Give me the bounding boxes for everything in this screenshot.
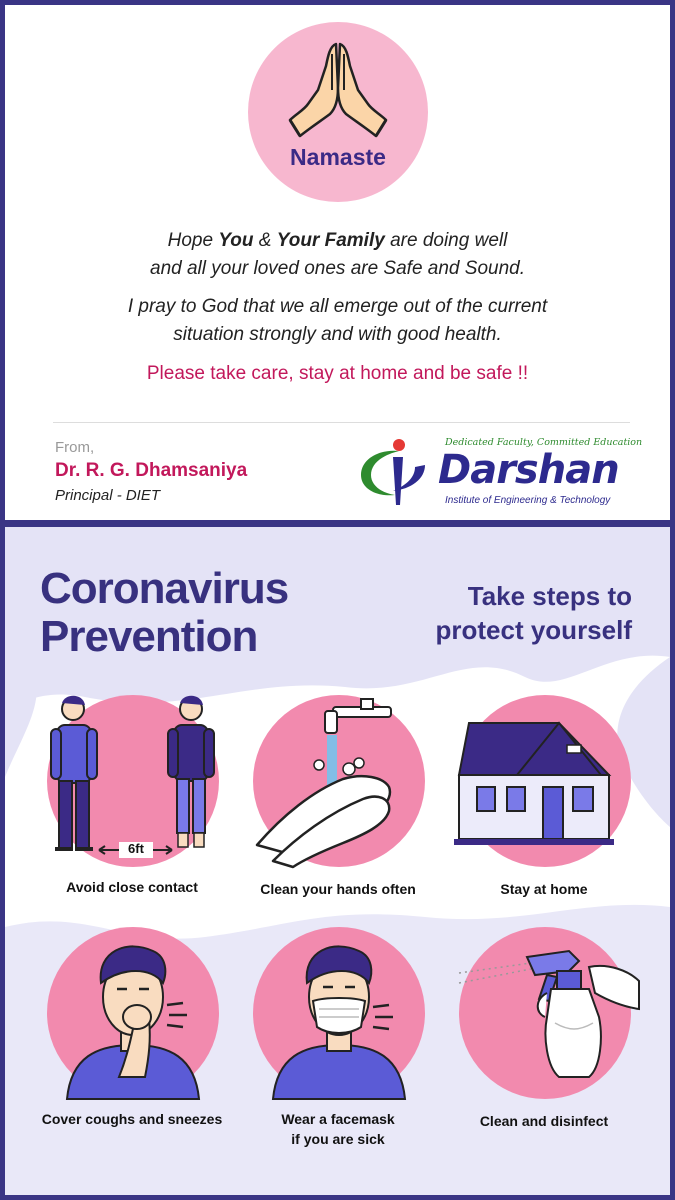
greeting-text: & bbox=[253, 230, 277, 251]
tip-label: Avoid close contact bbox=[66, 879, 198, 895]
greeting-line-2: and all your loved ones are Safe and Sound. bbox=[150, 258, 525, 279]
sender-name: Dr. R. G. Dhamsaniya bbox=[55, 460, 248, 481]
divider bbox=[53, 422, 630, 423]
namaste-badge bbox=[248, 22, 428, 202]
tip-label: Stay at home bbox=[500, 881, 588, 897]
namaste-label: Namaste bbox=[290, 144, 386, 170]
masked-person-icon bbox=[233, 927, 443, 1102]
greeting-line-1 bbox=[5, 227, 670, 255]
subtitle-line-2: protect yourself bbox=[435, 615, 632, 645]
prevention-title bbox=[40, 565, 288, 661]
tip-label bbox=[233, 1109, 443, 1149]
greeting-card bbox=[5, 5, 670, 520]
title-line-2: Prevention bbox=[40, 612, 258, 661]
namaste-hands-icon bbox=[286, 40, 390, 140]
darshan-emblem-icon bbox=[353, 435, 433, 510]
tip-label-line-1: Wear a facemask bbox=[281, 1111, 395, 1127]
prevention-subtitle bbox=[436, 579, 633, 647]
coughing-person-icon bbox=[27, 927, 237, 1102]
take-care-message: Please take care, stay at home and be safe !! bbox=[146, 363, 529, 384]
tip-label-line-2: if you are sick bbox=[291, 1131, 385, 1147]
greeting-family: Your Family bbox=[276, 230, 385, 251]
greeting-line-3: I pray to God that we all emerge out of the current bbox=[127, 296, 548, 317]
tip-label: Clean and disinfect bbox=[479, 1113, 609, 1129]
tip-clean-hands bbox=[233, 695, 443, 905]
greeting-text: are doing well bbox=[384, 230, 508, 251]
distance-label: 6ft bbox=[128, 841, 144, 856]
tip-disinfect bbox=[439, 927, 649, 1137]
washing-hands-icon bbox=[233, 695, 443, 870]
spray-bottle-icon bbox=[439, 927, 649, 1102]
sender-title: Principal - DIET bbox=[55, 487, 161, 504]
title-line-1: Coronavirus bbox=[40, 564, 289, 613]
tip-avoid-contact bbox=[27, 695, 237, 905]
greeting-text: Hope bbox=[167, 230, 219, 251]
logo-tagline: Dedicated Faculty, Committed Education bbox=[445, 437, 643, 448]
house-icon bbox=[439, 695, 649, 870]
logo-brand: Darshan bbox=[438, 447, 619, 493]
darshan-logo bbox=[353, 435, 643, 510]
greeting-line-4: situation strongly and with good health. bbox=[173, 324, 502, 345]
prevention-card bbox=[5, 527, 670, 1195]
greeting-you: You bbox=[218, 230, 254, 251]
tip-cover-coughs bbox=[27, 927, 237, 1137]
tip-label: Clean your hands often bbox=[260, 881, 416, 897]
logo-subtitle: Institute of Engineering & Technology bbox=[445, 495, 611, 506]
from-label: From, bbox=[55, 439, 95, 456]
tip-facemask bbox=[233, 927, 443, 1157]
subtitle-line-1: Take steps to bbox=[467, 581, 632, 611]
tip-label: Cover coughs and sneezes bbox=[41, 1111, 223, 1127]
tip-stay-home bbox=[439, 695, 649, 905]
